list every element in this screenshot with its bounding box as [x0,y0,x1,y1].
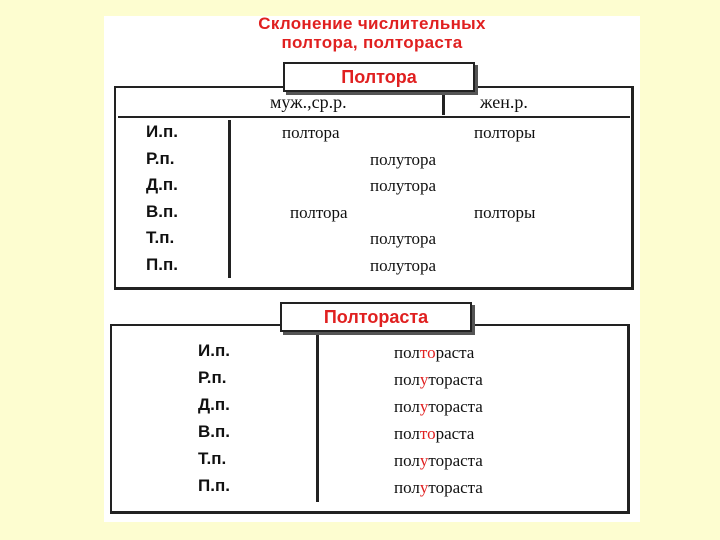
form-suffix: раста [435,424,475,443]
form-prefix: пол [394,343,420,362]
form-highlighted-vowel: у [419,397,429,416]
table1-case-label: Р.п. [146,148,175,168]
table1-case-label: И.п. [146,122,178,141]
table2-case-label: П.п. [198,476,230,495]
table2-case-label: И.п. [198,341,230,360]
form-prefix: пол [394,478,420,497]
table2-form [394,343,474,363]
table1-form-common: полутора [370,255,437,275]
table1-case-label: Д.п. [146,175,178,194]
table1-case-divider [228,120,231,278]
table1-case-label: Т.п. [146,228,175,247]
table2-form [394,451,483,471]
table2-form [394,478,483,498]
title-line-1: Склонение числительных [258,14,486,33]
table2-form [394,424,474,444]
table1-form-common: полутора [370,149,437,169]
table2-form [394,397,483,417]
form-suffix: раста [435,343,475,362]
header-masc-neut: муж.,ср.р. [270,92,347,112]
form-prefix: пол [394,451,420,470]
table1-form-common: полутора [370,229,437,248]
table2-form [394,370,483,390]
table2-case-label: Д.п. [198,395,230,414]
tab-poltorasta: Полтораста [280,302,472,332]
header-fem: жен.р. [480,92,528,112]
form-highlighted-vowel: у [419,478,429,497]
table1-header-divider [118,116,630,118]
table-poltorasta [110,324,630,514]
table1-form-common: полутора [370,176,437,195]
table2-case-divider [316,332,319,502]
table2-case-label: Т.п. [198,449,227,468]
tab-poltora: Полтора [283,62,475,92]
form-highlighted-vowel: у [419,370,429,389]
table1-case-label: П.п. [146,254,178,274]
form-suffix: тораста [428,397,483,416]
form-prefix: пол [394,370,420,389]
table1-form-fem: полторы [474,123,536,142]
table1-form-fem: полторы [474,202,536,222]
form-suffix: тораста [428,451,483,470]
form-suffix: тораста [428,370,483,389]
form-prefix: пол [394,424,420,443]
form-highlighted-vowel: у [419,451,429,470]
table2-case-label: В.п. [198,422,230,441]
title-line-2: полтора, полтораста [281,33,463,52]
form-highlighted-vowel: то [419,424,436,443]
table1-case-label: В.п. [146,201,178,221]
table2-case-label: Р.п. [198,368,227,387]
table1-form-masc: полтора [282,123,340,142]
form-suffix: тораста [428,478,483,497]
slide-title [104,14,640,52]
table1-form-masc: полтора [290,202,348,222]
table1-header-separator [442,93,445,115]
form-highlighted-vowel: то [419,343,436,362]
form-prefix: пол [394,397,420,416]
